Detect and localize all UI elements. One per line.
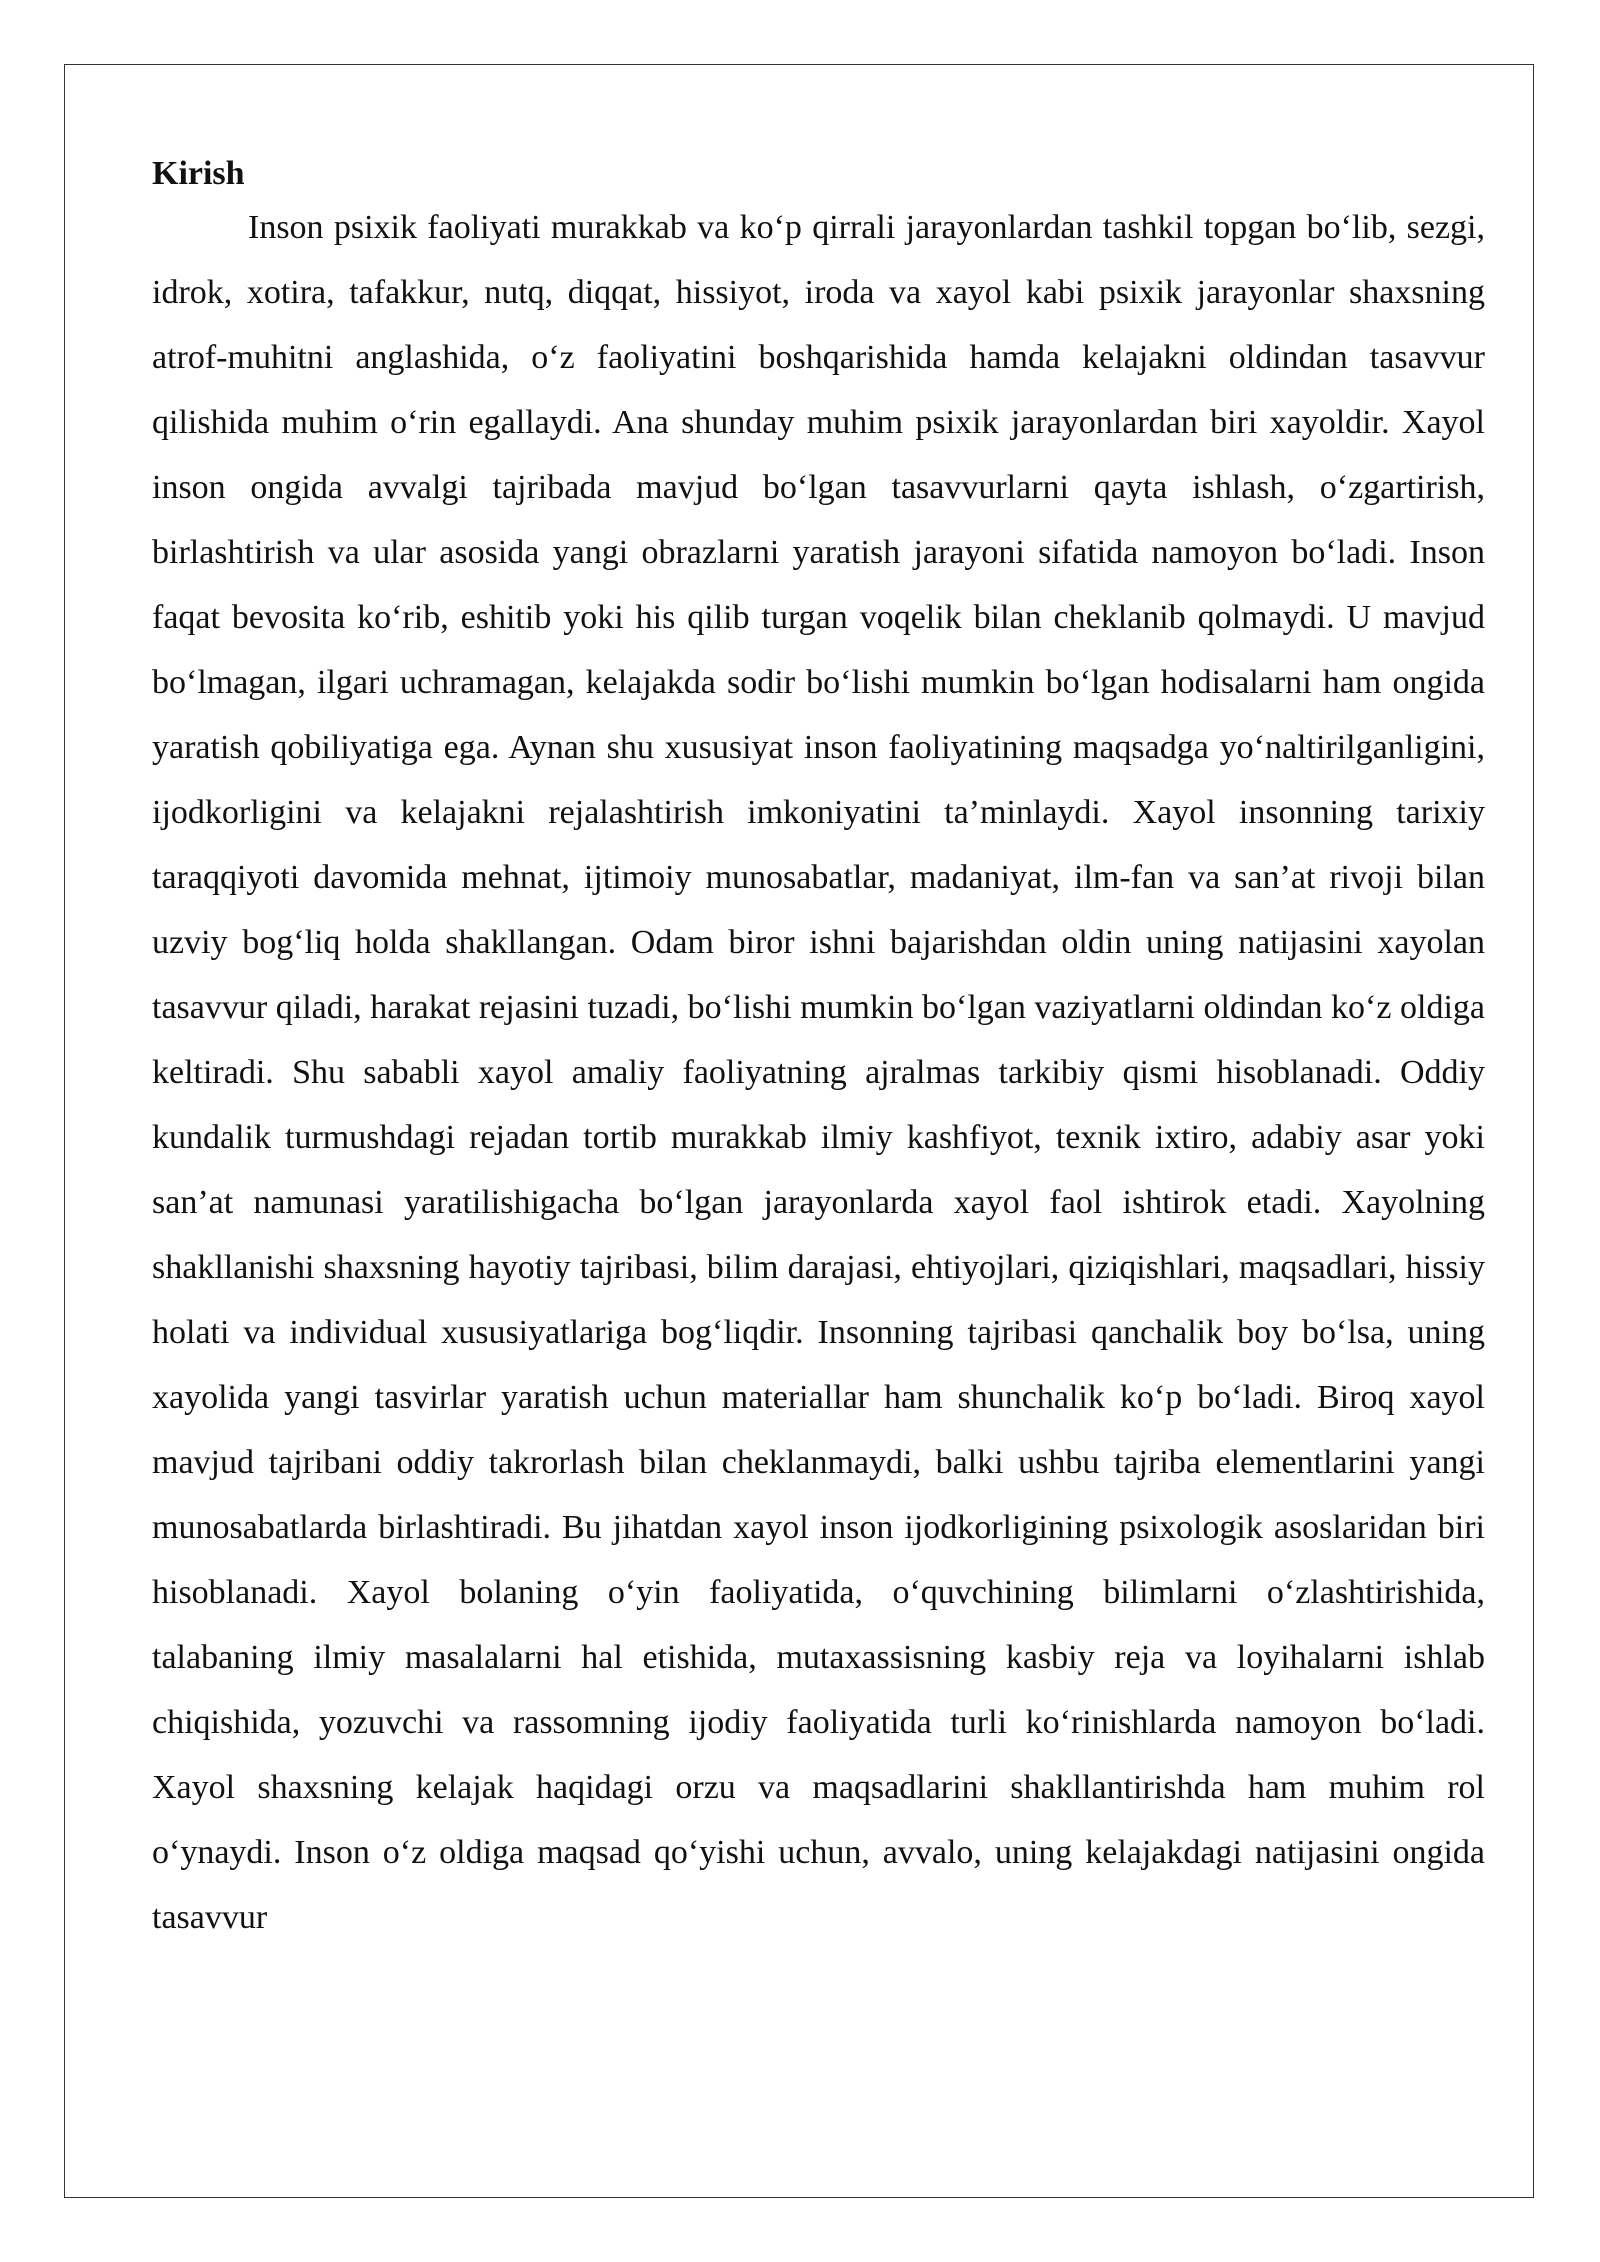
section-heading: Kirish	[152, 155, 245, 192]
body-paragraph: Inson psixik faoliyati murakkab va ko‘p qirrali jarayonlardan tashkil topgan bo‘lib, sezgi, idrok, xotira, tafakkur, nutq, diqqat, hissiyot, iroda va xayol kabi psixik jarayonlar shaxsning atrof-muhitni anglashida, o‘z faoliyatini boshqarishida hamda kelajakni oldindan tasavvur qilishida muhim o‘rin egallaydi. Ana shunday muhim psixik jarayonlardan biri xayoldir. Xayol inson ongida avvalgi tajribada mavjud bo‘lgan tasavvurlarni qayta ishlash, o‘zgartirish, birlashtirish va ular asosida yangi obrazlarni yaratish jarayoni sifatida namoyon bo‘ladi. Inson faqat bevosita ko‘rib, eshitib yoki his qilib turgan voqelik bilan cheklanib qolmaydi. U mavjud bo‘lmagan, ilgari uchramagan, kelajakda sodir bo‘lishi mumkin bo‘lgan hodisalarni ham ongida yaratish qobiliyatiga ega. Aynan shu xususiyat inson faoliyatining maqsadga yo‘naltirilganligini, ijodkorligini va kelajakni rejalashtirish imkoniyatini ta’minlaydi. Xayol insonning tarixiy taraqqiyoti davomida mehnat, ijtimoiy munosabatlar, madaniyat, ilm-fan va san’at rivoji bilan uzviy bog‘liq holda shakllangan. Odam biror ishni bajarishdan oldin uning natijasini xayolan tasavvur qiladi, harakat rejasini tuzadi, bo‘lishi mumkin bo‘lgan vaziyatlarni oldindan ko‘z oldiga keltiradi. Shu sababli xayol amaliy faoliyatning ajralmas tarkibiy qismi hisoblanadi. Oddiy kundalik turmushdagi rejadan tortib murakkab ilmiy kashfiyot, texnik ixtiro, adabiy asar yoki san’at namunasi yaratilishigacha bo‘lgan jarayonlarda xayol faol ishtirok etadi. Xayolning shakllanishi shaxsning hayotiy tajribasi, bilim darajasi, ehtiyojlari, qiziqishlari, maqsadlari, hissiy holati va individual xususiyatlariga bog‘liqdir. Insonning tajribasi qanchalik boy bo‘lsa, uning xayolida yangi tasvirlar yaratish uchun materiallar ham shunchalik ko‘p bo‘ladi. Biroq xayol mavjud tajribani oddiy takrorlash bilan cheklanmaydi, balki ushbu tajriba elementlarini yangi munosabatlarda birlashtiradi. Bu jihatdan xayol inson ijodkorligining psixologik asoslaridan biri hisoblanadi. Xayol bolaning o‘yin faoliyatida, o‘quvchining bilimlarni o‘zlashtirishida, talabaning ilmiy masalalarni hal etishida, mutaxassisning kasbiy reja va loyihalarni ishlab chiqishida, yozuvchi va rassomning ijodiy faoliyatida turli ko‘rinishlarda namoyon bo‘ladi. Xayol shaxsning kelajak haqidagi orzu va maqsadlarini shakllantirishda ham muhim rol o‘ynaydi. Inson o‘z oldiga maqsad qo‘yishi uchun, avvalo, uning kelajakdagi natijasini ongida tasavvur	[152, 209, 1485, 1936]
document-body	[152, 147, 1485, 1950]
